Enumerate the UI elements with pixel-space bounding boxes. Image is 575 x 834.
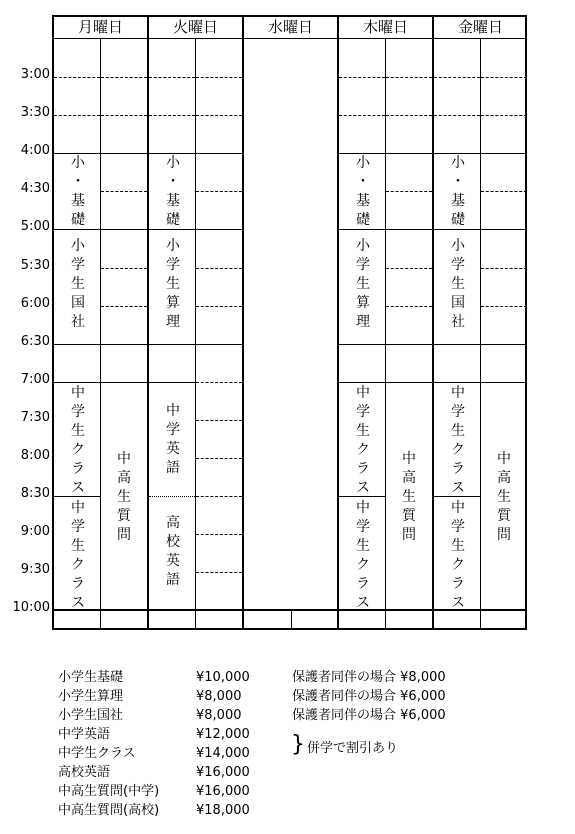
price-list (58, 668, 250, 820)
time-label: 7:00 (20, 371, 50, 387)
time-grid-line (386, 382, 432, 383)
time-grid-line (196, 572, 242, 573)
time-grid-line (196, 77, 242, 78)
time-grid-line (481, 229, 527, 230)
time-grid-line (101, 268, 147, 269)
price-row (58, 744, 250, 763)
course-price: ¥10,000 (196, 670, 250, 685)
time-grid-line (434, 115, 480, 116)
time-grid-line (196, 420, 242, 421)
time-grid-line (481, 77, 527, 78)
cell-fri-shoki: 小 ・ 基 礎 (451, 155, 465, 228)
time-grid-line (386, 229, 432, 230)
time-grid-line (196, 344, 242, 345)
time-grid-line (434, 77, 480, 78)
cell-thu-shitsumon: 中 高 生 質 問 (402, 451, 416, 543)
time-label: 4:30 (20, 181, 50, 197)
cell-fri-chugakusei-2: 中 学 生 ク ラ ス (451, 500, 465, 611)
time-grid-line (149, 382, 195, 383)
time-label: 10:00 (12, 600, 50, 616)
header-divider (54, 38, 525, 39)
course-name: 小学生算理 (58, 689, 124, 704)
cell-thu-chugakusei-1: 中 学 生 ク ラ ス (356, 385, 370, 496)
weekly-timetable (52, 15, 527, 630)
time-grid-line (101, 77, 147, 78)
day-header-fri: 金曜日 (457, 18, 503, 36)
time-grid-line (54, 382, 100, 383)
day-header-mon: 月曜日 (77, 18, 123, 36)
cell-tue-koko-eigo: 高 校 英 語 (166, 515, 180, 588)
sub-column-divider (195, 38, 196, 628)
time-grid-line (339, 382, 385, 383)
guardian-price: ¥6,000 (400, 708, 446, 723)
time-grid-line (386, 115, 432, 116)
time-label: 8:00 (20, 448, 50, 463)
time-label: 3:00 (20, 67, 50, 82)
cell-tue-sanri: 小 学 生 算 理 (166, 238, 180, 330)
time-grid-line (54, 344, 100, 345)
time-grid-line (196, 229, 242, 230)
time-grid-line (481, 306, 527, 307)
course-name: 中学英語 (58, 727, 111, 742)
course-name: 中学生クラス (58, 746, 136, 761)
course-price: ¥16,000 (196, 784, 250, 799)
time-grid-line (196, 268, 242, 269)
guardian-label: 保護者同伴の場合 (292, 708, 397, 723)
time-grid-line (101, 382, 147, 383)
course-name: 小学生国社 (58, 708, 124, 723)
time-grid-line (481, 153, 527, 154)
guardian-price: ¥6,000 (400, 689, 446, 704)
course-price: ¥8,000 (196, 689, 242, 704)
time-grid-line (101, 229, 147, 230)
time-label: 5:30 (20, 257, 50, 273)
time-grid-line (196, 534, 242, 535)
cell-fri-shitsumon: 中 高 生 質 問 (497, 451, 511, 543)
price-row (58, 687, 250, 706)
day-header-wed: 水曜日 (267, 18, 313, 36)
time-grid-line (386, 153, 432, 154)
time-grid-line (339, 344, 385, 345)
guardian-label: 保護者同伴の場合 (292, 689, 397, 704)
time-grid-line (149, 496, 195, 497)
time-grid-line (196, 115, 242, 116)
cell-mon-shitsumon: 中 高 生 質 問 (117, 451, 131, 543)
course-name: 中高生質問(高校) (58, 803, 160, 818)
price-row (58, 706, 250, 725)
time-grid-line (149, 115, 195, 116)
time-grid-line (339, 115, 385, 116)
time-label: 7:30 (20, 409, 50, 425)
time-grid-line (386, 77, 432, 78)
course-price: ¥18,000 (196, 803, 250, 818)
time-grid-line (196, 153, 242, 154)
price-row (58, 725, 250, 744)
time-grid-line (196, 306, 242, 307)
sub-column-divider (385, 38, 386, 628)
time-grid-line (54, 115, 100, 116)
price-row (58, 763, 250, 782)
course-price: ¥12,000 (196, 727, 250, 742)
cell-mon-kokusha: 小 学 生 国 社 (71, 238, 85, 330)
time-grid-line (339, 77, 385, 78)
time-grid-line (196, 496, 242, 497)
time-grid-line (101, 153, 147, 154)
guardian-row (292, 687, 446, 706)
time-label: 4:00 (20, 143, 50, 159)
guardian-row (292, 668, 446, 687)
time-grid-line (434, 382, 480, 383)
time-grid-line (481, 191, 527, 192)
time-grid-line (386, 191, 432, 192)
cell-mon-chugakusei-1: 中 学 生 ク ラ ス (71, 385, 85, 496)
discount-note: 併学で割引あり (307, 741, 399, 756)
day-divider (337, 17, 339, 628)
cell-fri-chugakusei-1: 中 学 生 ク ラ ス (451, 385, 465, 496)
cell-tue-chugaku-eigo: 中 学 英 語 (166, 403, 180, 476)
time-grid-line (481, 115, 527, 116)
course-name: 高校英語 (58, 765, 111, 780)
day-header-thu: 木曜日 (362, 18, 408, 36)
cell-mon-shoki: 小 ・ 基 礎 (71, 155, 85, 228)
closing-time-line (54, 609, 525, 611)
guardian-label: 保護者同伴の場合 (292, 670, 397, 685)
cell-thu-shoki: 小 ・ 基 礎 (356, 155, 370, 228)
time-label: 3:30 (20, 105, 50, 121)
time-label: 9:00 (20, 524, 50, 540)
time-grid-line (386, 268, 432, 269)
time-grid-line (196, 382, 242, 383)
course-name: 小学生基礎 (58, 670, 124, 685)
time-label: 6:30 (20, 333, 50, 349)
course-price: ¥8,000 (196, 708, 242, 723)
sub-column-divider (480, 38, 481, 628)
price-row (58, 801, 250, 820)
time-label: 8:30 (20, 486, 50, 502)
time-grid-line (101, 191, 147, 192)
brace-icon: } (291, 732, 305, 757)
day-divider (242, 17, 244, 628)
time-grid-line (386, 344, 432, 345)
time-grid-line (196, 191, 242, 192)
time-grid-line (101, 115, 147, 116)
day-divider (432, 17, 434, 628)
time-grid-line (149, 77, 195, 78)
day-header-tue: 火曜日 (172, 18, 218, 36)
time-grid-line (101, 344, 147, 345)
cell-thu-sanri: 小 学 生 算 理 (356, 238, 370, 330)
guardian-rates (292, 668, 446, 725)
guardian-price: ¥8,000 (400, 670, 446, 685)
time-grid-line (196, 458, 242, 459)
time-label: 5:00 (20, 219, 50, 235)
cell-thu-chugakusei-2: 中 学 生 ク ラ ス (356, 500, 370, 611)
cell-fri-kokusha: 小 学 生 国 社 (451, 238, 465, 330)
cell-tue-shoki: 小 ・ 基 礎 (166, 155, 180, 228)
course-price: ¥14,000 (196, 746, 250, 761)
time-grid-line (149, 344, 195, 345)
time-grid-line (481, 268, 527, 269)
time-label: 6:00 (20, 295, 50, 311)
price-row (58, 668, 250, 687)
time-grid-line (386, 306, 432, 307)
sub-column-divider (291, 609, 292, 628)
guardian-row (292, 706, 446, 725)
time-label: 9:30 (20, 562, 50, 578)
course-price: ¥16,000 (196, 765, 250, 780)
time-grid-line (434, 344, 480, 345)
sub-column-divider (100, 38, 101, 628)
time-grid-line (54, 77, 100, 78)
cell-mon-chugakusei-2: 中 学 生 ク ラ ス (71, 500, 85, 611)
day-divider (147, 17, 149, 628)
price-row (58, 782, 250, 801)
course-name: 中高生質問(中学) (58, 784, 160, 799)
time-grid-line (481, 382, 527, 383)
time-grid-line (101, 306, 147, 307)
time-grid-line (481, 344, 527, 345)
